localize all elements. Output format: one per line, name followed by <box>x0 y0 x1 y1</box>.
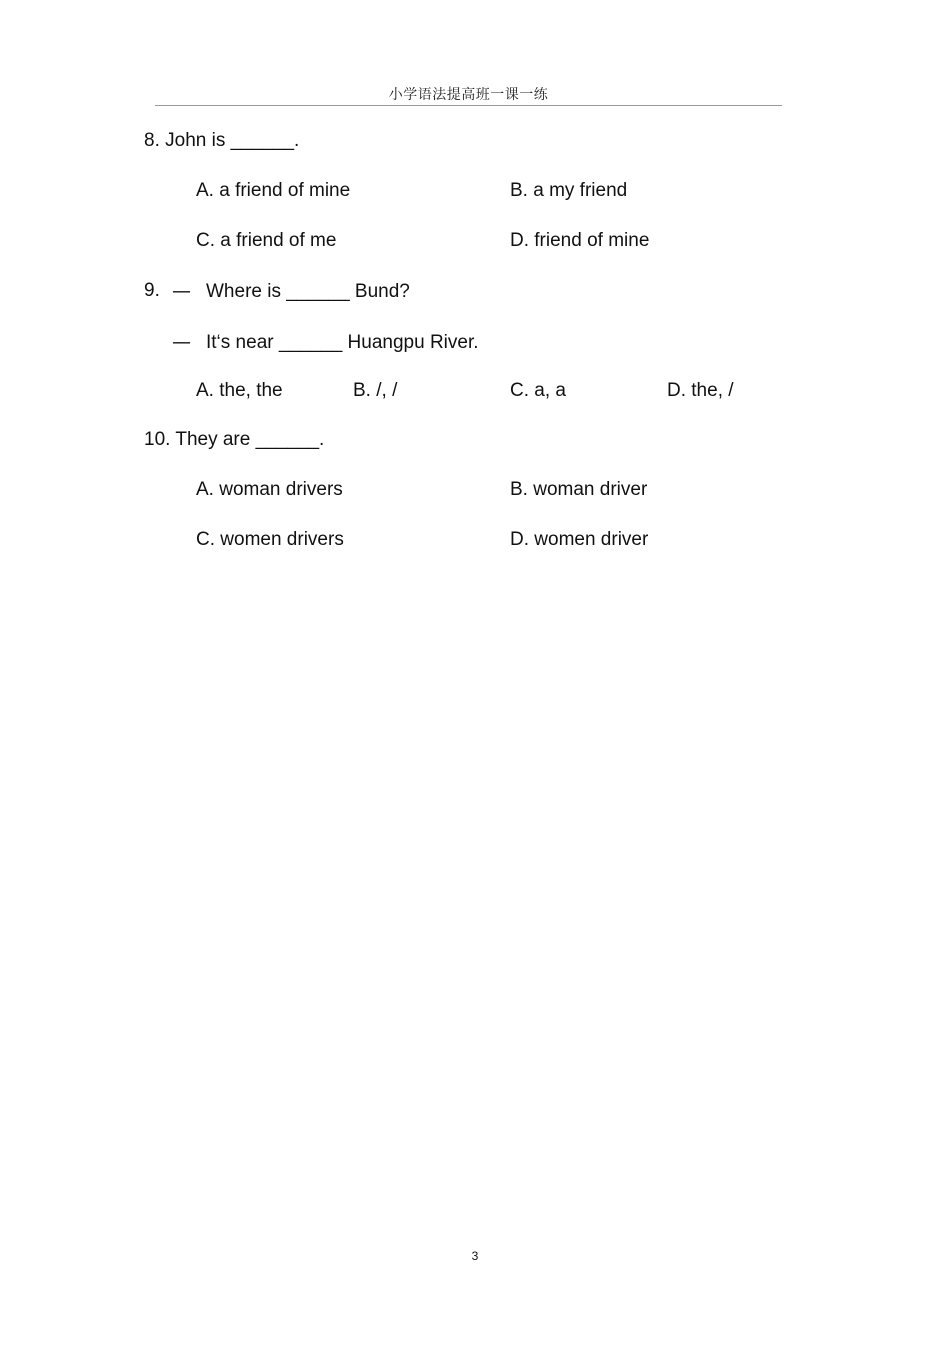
question-10-option-c: C. women drivers <box>196 529 344 550</box>
dialogue-dash: — <box>172 331 191 353</box>
question-10-option-a: A. woman drivers <box>196 479 343 500</box>
question-9-line-1-text: Where is ______ Bund? <box>206 281 410 302</box>
question-10-stem: 10. They are ______. <box>144 429 325 450</box>
question-9-line-1 <box>172 279 410 304</box>
page-header <box>155 86 782 106</box>
header-title: 小学语法提高班一课一练 <box>388 87 549 103</box>
dialogue-dash: — <box>172 280 191 302</box>
question-9-number: 9. <box>144 280 160 301</box>
question-9-line-2 <box>172 330 479 355</box>
question-8-option-b: B. a my friend <box>510 180 628 201</box>
question-9-line-2-text: It‘s near ______ Huangpu River. <box>206 332 479 353</box>
question-10-option-d: D. women driver <box>510 529 649 550</box>
question-10-option-b: B. woman driver <box>510 479 648 500</box>
question-9-option-b: B. /, / <box>353 380 398 401</box>
question-8-stem: 8. John is ______. <box>144 130 300 151</box>
question-9-option-c: C. a, a <box>510 380 566 401</box>
question-8-option-a: A. a friend of mine <box>196 180 351 201</box>
question-9-option-a: A. the, the <box>196 380 283 401</box>
question-8-option-c: C. a friend of me <box>196 230 337 251</box>
page-number: 3 <box>471 1249 479 1263</box>
question-8-option-d: D. friend of mine <box>510 230 650 251</box>
question-9-option-d: D. the, / <box>667 380 734 401</box>
